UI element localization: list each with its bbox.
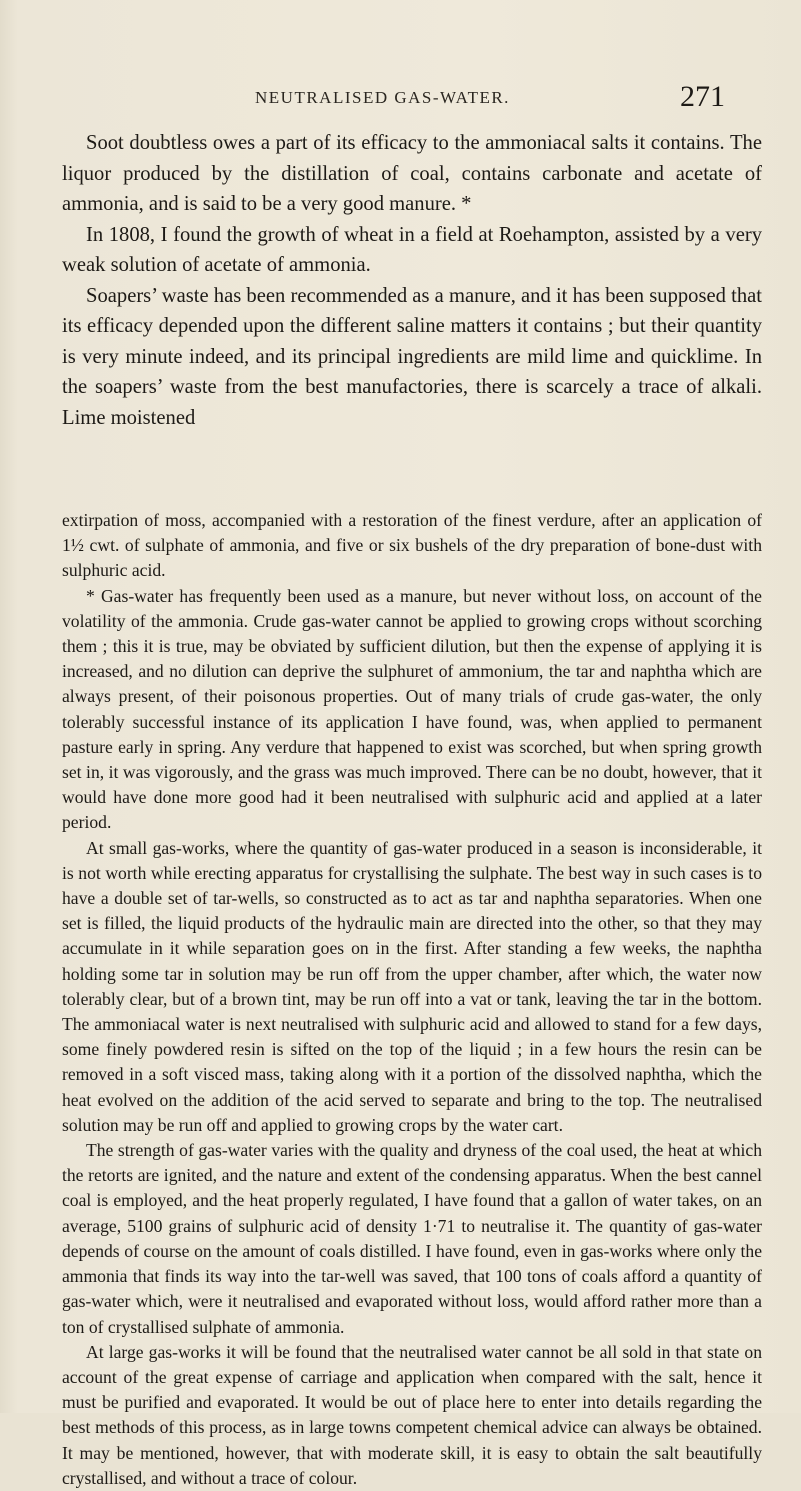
page-number: 271 bbox=[680, 80, 725, 113]
main-paragraph: Soapers’ waste has been recommended as a manure, and it has been supposed that its efficacy depended upon the different saline matters it contains ; but their quantity is very minute indeed, and its principal ingredients are mild lime and quicklime. In the soapers’ waste from the best manufactories, there is scarcely a trace of alkali. Lime moistened bbox=[62, 284, 762, 429]
footnote-paragraph: * Gas-water has frequently been used as a manure, but never without loss, on account of the volatility of the ammonia. Crude gas-water cannot be applied to growing crops without scorching them ; this it is true, may be obviated by sufficient dilution, but then the expense of applying it is increased, and no dilution can deprive the sulphuret of ammonium, the tar and naphtha which are always present, of their poisonous properties. Out of many trials of crude gas-water, the only tolerably successful instance of its application I have found, was, when applied to permanent pasture early in spring. Any verdure that happened to exist was scorched, but when spring growth set in, it was vigorously, and the grass was much improved. There can be no doubt, however, that it would have done more good had it been neutralised with sulphuric acid and applied at a later period. bbox=[62, 585, 762, 833]
main-paragraph: In 1808, I found the growth of wheat in a field at Roehampton, assisted by a very weak solution of acetate of ammonia. bbox=[62, 223, 762, 276]
footnote-paragraph: The strength of gas-water varies with the quality and dryness of the coal used, the heat at which the retorts are ignited, and the nature and extent of the condensing apparatus. When the best cannel coal is employed, and the heat properly regulated, I have found that a gallon of water takes, on an average, 5100 grains of sulphuric acid of density 1·71 to neutralise it. The quantity of gas-water depends of course on the amount of coals distilled. I have found, even in gas-works where only the ammonia that finds its way into the tar-well was saved, that 100 tons of coals afford a quantity of gas-water which, were it neutralised and evaporated without loss, would afford rather more than a ton of crystallised sulphate of ammonia. bbox=[62, 1140, 762, 1337]
footnotes bbox=[62, 508, 762, 1491]
running-head-title: NEUTRALISED GAS-WATER. bbox=[255, 88, 510, 107]
main-text bbox=[62, 128, 762, 433]
main-paragraph: Soot doubtless owes a part of its efficacy to the ammoniacal salts it contains. The liquor produced by the distillation of coal, contains carbonate and acetate of ammonia, and is said to be a very good manure. * bbox=[62, 132, 762, 215]
running-head bbox=[255, 80, 725, 120]
footnote-paragraph: At small gas-works, where the quantity of gas-water produced in a season is inconsiderable, it is not worth while erecting apparatus for crystallising the sulphate. The best way in such cases is to have a double set of tar-wells, so constructed as to act as tar and naphtha separatories. When one set is filled, the liquid products of the hydraulic main are directed into the other, so that they may accumulate in it while separation goes on in the first. After standing a few weeks, the naphtha holding some tar in solution may be run off from the upper chamber, after which, the water now tolerably clear, but of a brown tint, may be run off into a vat or tank, leaving the tar in the bottom. The ammoniacal water is next neutralised with sulphuric acid and allowed to stand for a few days, some finely powdered resin is sifted on the top of the liquid ; in a few hours the resin can be removed in a soft visced mass, taking along with it a portion of the dissolved naphtha, which the heat evolved on the addition of the acid served to separate and bring to the top. The neutralised solution may be run off and applied to growing crops by the water cart. bbox=[62, 837, 762, 1135]
footnote-paragraph: At large gas-works it will be found that the neutralised water cannot be all sold in that state on account of the great expense of carriage and application when compared with the salt, hence it must be purified and evaporated. It would be out of place here to enter into details regarding the best methods of this process, as in large towns competent chemical advice can always be obtained. It may be mentioned, however, that with moderate skill, it is easy to obtain the salt beautifully crystallised, and without a trace of colour. bbox=[62, 1341, 762, 1488]
footnote-continuation: extirpation of moss, accompanied with a restoration of the finest verdure, after an application of 1½ cwt. of sulphate of ammonia, and five or six bushels of the dry preparation of bone-dust with sulphuric acid. bbox=[62, 510, 762, 581]
